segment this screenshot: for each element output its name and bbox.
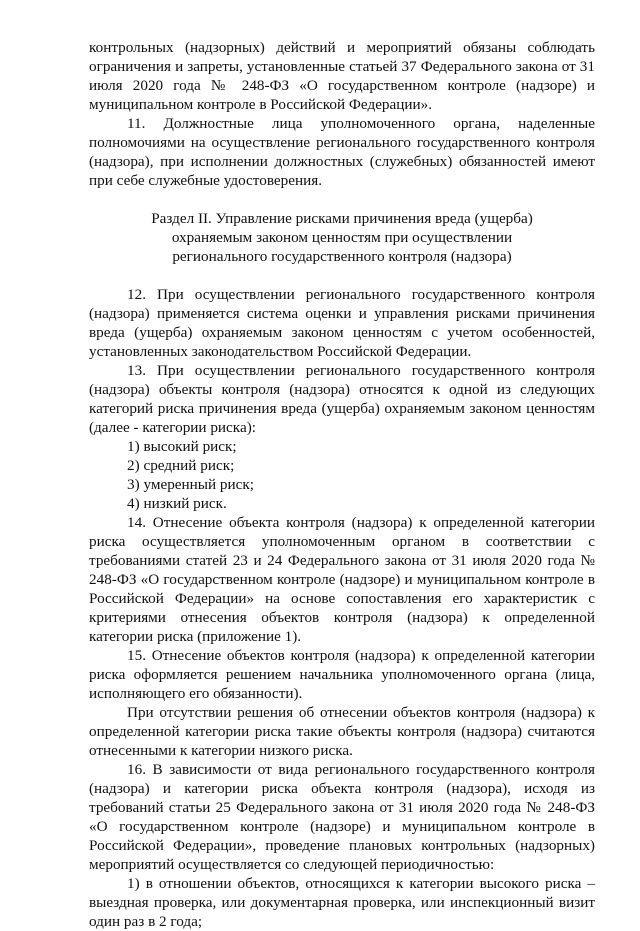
paragraph-continuation: контрольных (надзорных) действий и мероприятий обязаны соблюдать ограничения и запреты, установленные статьей 37 Федерального закона от 31 июля 2020 года № 248-ФЗ «О государственном контроле (надзоре) и муниципальном контроле в Российской Федерации». (89, 39, 595, 113)
risk-category-moderate: 3) умеренный риск; (127, 476, 254, 493)
paragraph-16: 16. В зависимости от вида регионального государственного контроля (надзора) и категории риска объекта контроля (надзора), исходя из требований статьи 25 Федерального закона от 31 июля 2020 года № 248-ФЗ «О государственном контроле (надзоре) и муниципальном контроле в Российской Федерации», проведение плановых контрольных (надзорных) мероприятий осуществляется со следующей периодичностью: (89, 761, 595, 873)
paragraph-12: 12. При осуществлении регионального государственного контроля (надзора) применяется система оценки и управления рисками причинения вреда (ущерба) охраняемым законом ценностям с учетом особенностей, установленных законодательством Российской Федерации. (89, 286, 595, 360)
section-heading-line-3: регионального государственного контроля (надзора) (172, 248, 512, 265)
paragraph-15-continuation: При отсутствии решения об отнесении объектов контроля (надзора) к определенной категории риска такие объекты контроля (надзора) считаются отнесенными к категории низкого риска. (89, 704, 595, 759)
paragraph-11: 11. Должностные лица уполномоченного органа, наделенные полномочиями на осуществление регионального государственного контроля (надзора), при исполнении должностных (служебных) обязанностей имеют при себе служебные удостоверения. (89, 115, 595, 189)
risk-category-low: 4) низкий риск. (127, 495, 227, 512)
section-heading-line-1: Раздел II. Управление рисками причинения вреда (ущерба) (151, 210, 533, 227)
section-heading-line-2: охраняемым законом ценностям при осуществлении (171, 229, 513, 246)
document-body (89, 38, 595, 931)
section-heading (89, 209, 595, 266)
paragraph-13: 13. При осуществлении регионального государственного контроля (надзора) объекты контроля (надзора) относятся к одной из следующих категорий риска причинения вреда (ущерба) охраняемым законом ценностям (далее - категории риска): (89, 362, 595, 436)
risk-category-medium: 2) средний риск; (127, 457, 235, 474)
paragraph-14: 14. Отнесение объекта контроля (надзора) к определенной категории риска осуществляется уполномоченным органом в соответствии с требованиями статей 23 и 24 Федерального закона от 31 июля 2020 года № 248-ФЗ «О государственном контроле (надзоре) и муниципальном контроле в Российской Федерации» на основе сопоставления его характеристик с критериями отнесения объектов контроля (надзора) к определенной категории риска (приложение 1). (89, 514, 595, 645)
paragraph-15: 15. Отнесение объектов контроля (надзора) к определенной категории риска оформляется решением начальника уполномоченного органа (лица, исполняющего его обязанности). (89, 647, 595, 702)
paragraph-16-item-1: 1) в отношении объектов, относящихся к категории высокого риска – выездная проверка, или документарная проверка, или инспекционный визит один раз в 2 года; (89, 875, 595, 930)
risk-category-high: 1) высокий риск; (127, 438, 237, 455)
